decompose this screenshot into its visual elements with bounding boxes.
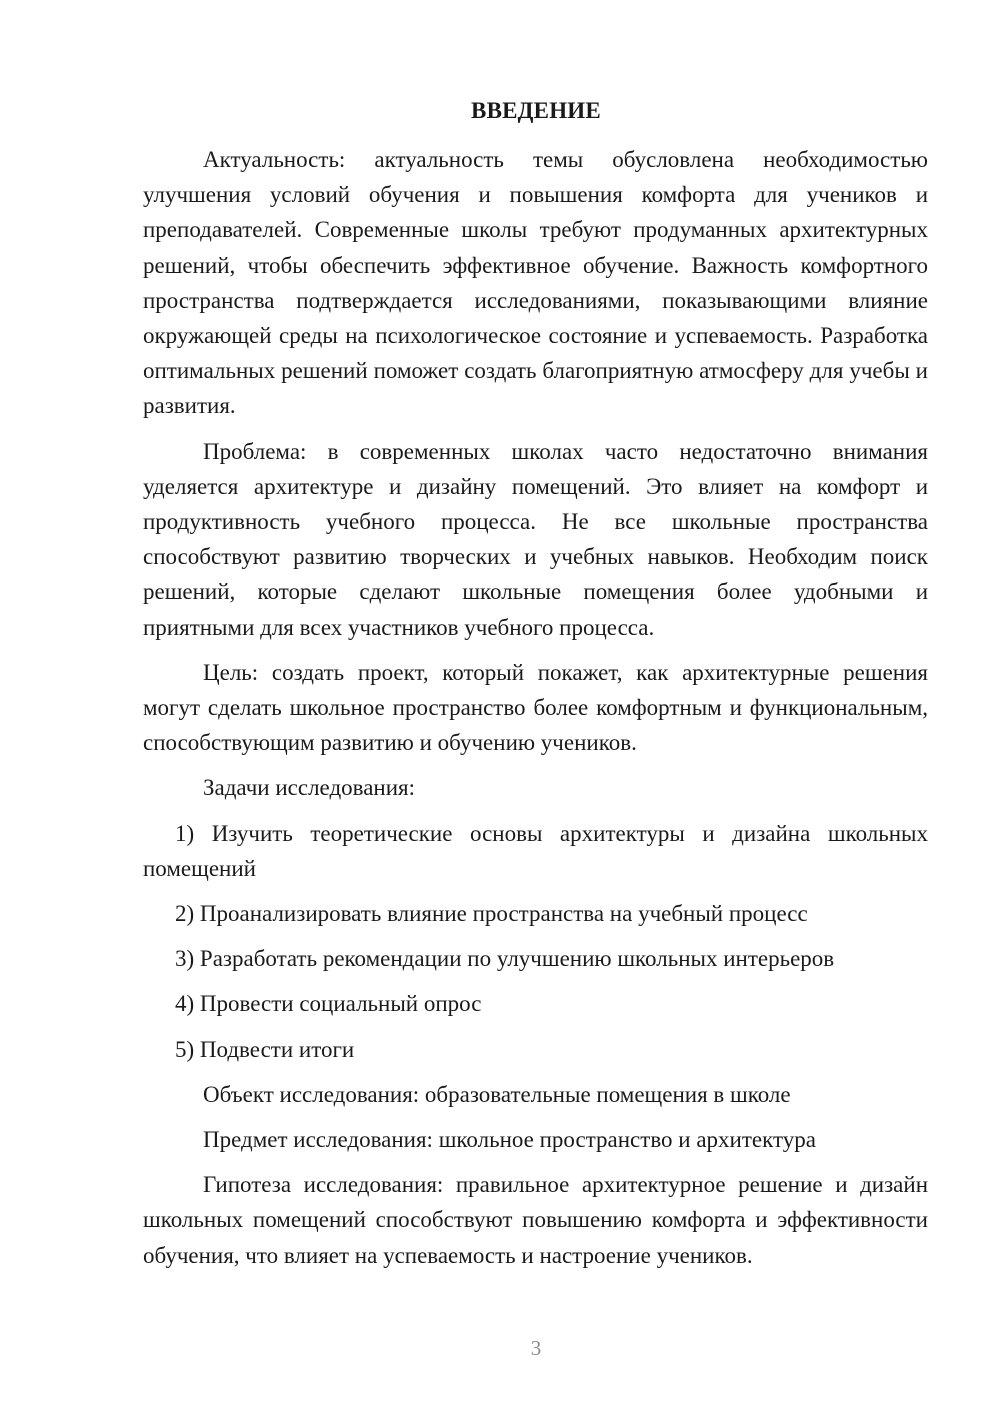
task-item-3: 3) Разработать рекомендации по улучшению школьных интерьеров — [175, 946, 835, 972]
task-item-5: 5) Подвести итоги — [175, 1036, 355, 1062]
tasks-heading: Задачи исследования: — [203, 775, 416, 801]
research-object: Объект исследования: образовательные помещения в школе — [203, 1081, 791, 1107]
task-item-4: 4) Провести социальный опрос — [175, 991, 482, 1017]
paragraph-relevance: Актуальность: актуальность темы обусловлена необходимостью улучшения условий обучения и повышения комфорта для учеников и преподавателей. Современные школы требуют продуманных архитектурных решений, чтобы обеспечить эффективное обучение. Важность комфортного пространства подтверждается исследованиями, показывающими влияние окружающей среды на психологическое состояние и успеваемость. Разработка оптимальных решений поможет создать благоприятную атмосферу для учебы и развития. — [143, 147, 928, 419]
task-item-1: 1) Изучить теоретические основы архитектуры и дизайна школьных помещений — [143, 820, 928, 881]
research-subject: Предмет исследования: школьное пространство и архитектура — [203, 1127, 816, 1153]
page-number: 3 — [530, 1336, 542, 1360]
paragraph-problem: Проблема: в современных школах часто недостаточно внимания уделяется архитектуре и дизайну помещений. Это влияет на комфорт и продуктивность учебного процесса. Не все школьные пространства способствуют развитию творческих и учебных навыков. Необходим поиск решений, которые сделают школьные помещения более удобными и приятными для всех участников учебного процесса. — [143, 438, 928, 640]
document-body — [143, 142, 928, 1283]
section-title: ВВЕДЕНИЕ — [471, 98, 601, 123]
task-item-2: 2) Проанализировать влияние пространства на учебный процесс — [175, 901, 808, 927]
paragraph-goal: Цель: создать проект, который покажет, как архитектурные решения могут сделать школьное пространство более комфортным и функциональным, способствующим развитию и обучению учеников. — [143, 659, 928, 756]
research-hypothesis: Гипотеза исследования: правильное архитектурное решение и дизайн школьных помещений способствуют повышению комфорта и эффективности обучения, что влияет на успеваемость и настроение учеников. — [143, 1172, 928, 1268]
